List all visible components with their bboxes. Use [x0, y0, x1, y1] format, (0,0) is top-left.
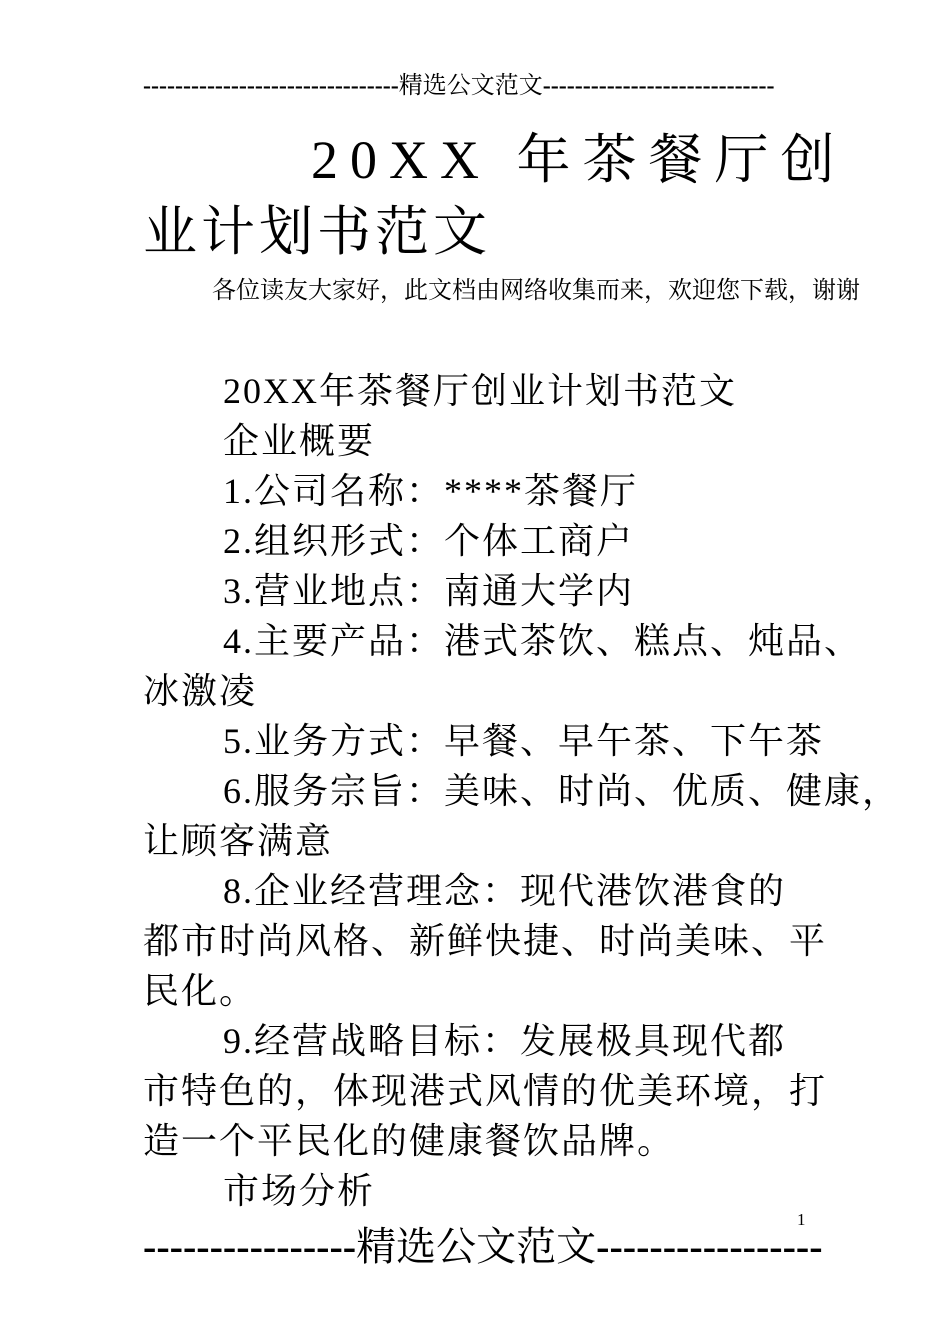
body-line: 都市时尚风格、新鲜快捷、时尚美味、平: [143, 921, 828, 961]
body-line: 让顾客满意: [143, 821, 334, 861]
document-title: [143, 124, 847, 268]
body-line: 6.服务宗旨：美味、时尚、优质、健康，: [223, 771, 901, 811]
body-line: 企业概要: [223, 421, 376, 461]
body-line: 2.组织形式：个体工商户: [223, 521, 635, 561]
body-line: 民化。: [143, 971, 258, 1011]
header-left-dashes: --------------------------------: [143, 73, 399, 99]
footer-right-dashes: -----------------: [596, 1224, 823, 1269]
body-line: 冰激凌: [143, 671, 258, 711]
page-footer: [143, 1224, 823, 1270]
body-line: 造一个平民化的健康餐饮品牌。: [143, 1121, 676, 1161]
footer-label: 精选公文范文: [356, 1224, 597, 1269]
body-line: 5.业务方式：早餐、早午茶、下午茶: [223, 721, 825, 761]
title-line-1: 20XX 年茶餐厅创: [311, 130, 847, 190]
body-line: 9.经营战略目标：发展极具现代都: [223, 1021, 787, 1061]
page-number: 1: [797, 1210, 806, 1229]
body-line: 4.主要产品：港式茶饮、糕点、炖品、: [223, 621, 863, 661]
header-label: 精选公文范文: [398, 73, 543, 99]
body-line: 20XX年茶餐厅创业计划书范文: [223, 371, 737, 411]
body-line: 1.公司名称：****茶餐厅: [223, 471, 639, 511]
title-line-2: 业计划书范文: [143, 202, 491, 262]
body-line: 市场分析: [223, 1171, 376, 1211]
document-body: [143, 366, 901, 1216]
body-line: 3.营业地点：南通大学内: [223, 571, 635, 611]
footer-left-dashes: ----------------: [143, 1224, 357, 1269]
header-right-dashes: -----------------------------: [542, 73, 775, 99]
body-line: 市特色的，体现港式风情的优美环境，打: [143, 1071, 828, 1111]
document-subtitle: 各位读友大家好，此文档由网络收集而来，欢迎您下载，谢谢: [212, 278, 860, 304]
page-header: [143, 70, 823, 102]
body-line: 8.企业经营理念：现代港饮港食的: [223, 871, 787, 911]
